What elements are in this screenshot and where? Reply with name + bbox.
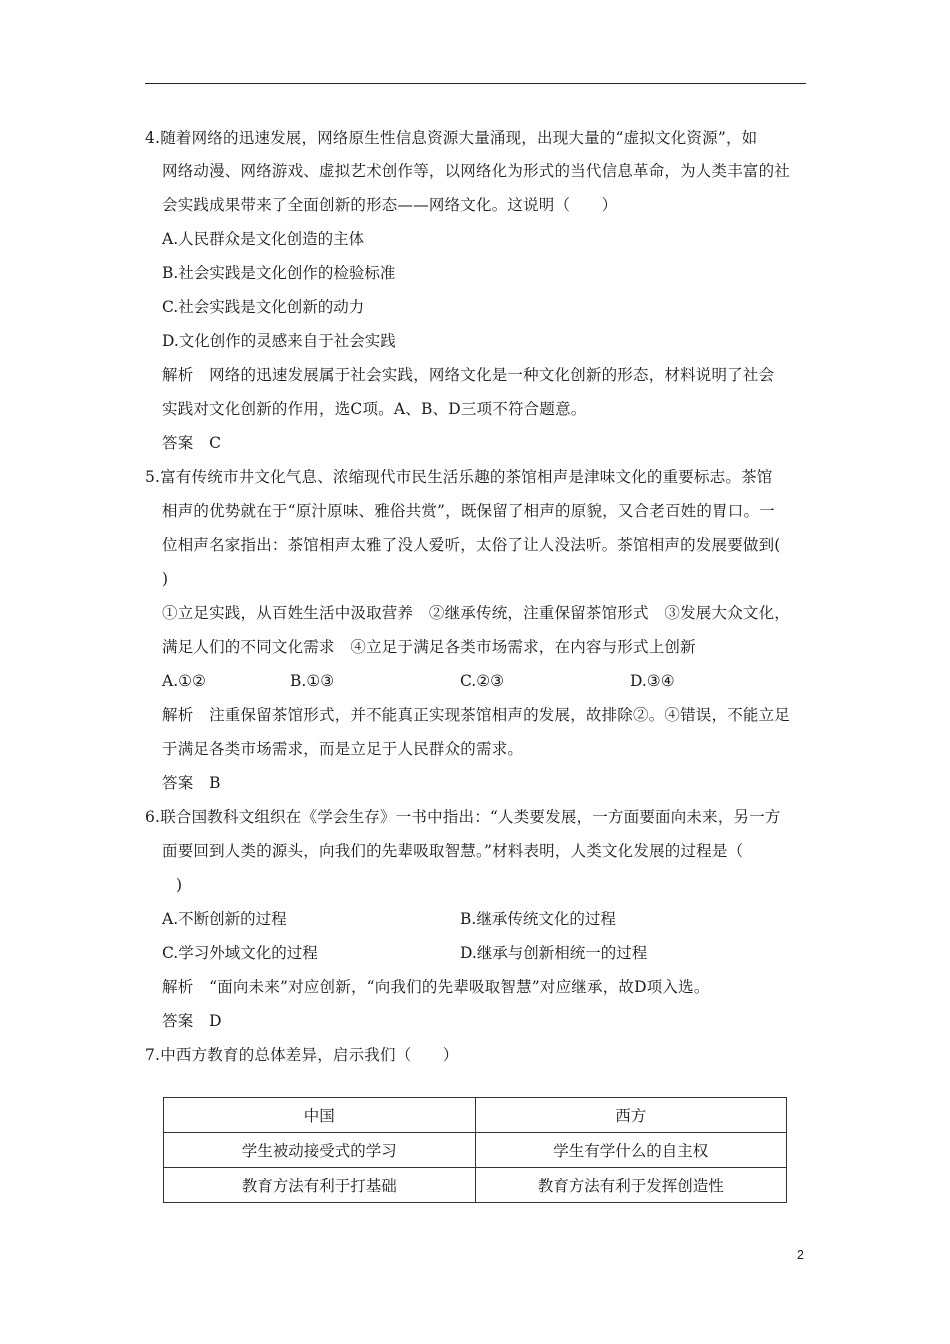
q4-option-d: D.文化创作的灵感来自于社会实践 xyxy=(162,332,396,350)
table-header-row xyxy=(164,1098,787,1133)
q6-option-a: A.不断创新的过程 xyxy=(162,910,287,928)
q4-option-c: C.社会实践是文化创新的动力 xyxy=(162,298,365,316)
table-cell: 学生被动接受式的学习 xyxy=(164,1133,476,1168)
q5-analysis-line-1: 解析 注重保留茶馆形式，并不能真正实现茶馆相声的发展，故排除②。④错误，不能立足 xyxy=(162,706,791,724)
q4-option-b: B.社会实践是文化创作的检验标准 xyxy=(162,264,396,282)
comparison-table xyxy=(163,1097,787,1203)
q4-analysis-line-2: 实践对文化创新的作用，选C项。A、B、D三项不符合题意。 xyxy=(162,400,587,418)
q6-answer: 答案 D xyxy=(162,1012,222,1030)
q6-option-c: C.学习外域文化的过程 xyxy=(162,944,318,962)
q4-stem-line-1: 4.随着网络的迅速发展，网络原生性信息资源大量涌现，出现大量的“虚拟文化资源”，如 xyxy=(145,129,758,147)
table-row xyxy=(164,1133,787,1168)
q5-answer: 答案 B xyxy=(162,774,221,792)
q6-analysis: 解析 “面向未来”对应创新，“向我们的先辈吸取智慧”对应继承，故D项入选。 xyxy=(162,978,710,996)
q5-items-line-2: 满足人们的不同文化需求 ④立足于满足各类市场需求，在内容与形式上创新 xyxy=(162,638,696,656)
page-number: 2 xyxy=(797,1248,804,1262)
q6-stem-line-3: ) xyxy=(176,876,183,894)
q5-stem-line-4: ) xyxy=(162,570,169,588)
q5-stem-line-2: 相声的优势就在于“原汁原味、雅俗共赏”，既保留了相声的原貌，又合老百姓的胃口。一 xyxy=(162,502,775,520)
q5-option-c: C.②③ xyxy=(460,672,505,690)
table-row xyxy=(164,1168,787,1203)
table-cell: 教育方法有利于打基础 xyxy=(164,1168,476,1203)
q5-stem-line-1: 5.富有传统市井文化气息、浓缩现代市民生活乐趣的茶馆相声是津味文化的重要标志。茶馆 xyxy=(145,468,773,486)
q4-option-a: A.人民群众是文化创造的主体 xyxy=(162,230,365,248)
q6-stem-line-1: 6.联合国教科文组织在《学会生存》一书中指出：“人类要发展，一方面要面向未来，另一方 xyxy=(145,808,781,826)
table-header-cell: 西方 xyxy=(475,1098,787,1133)
q4-answer: 答案 C xyxy=(162,434,222,452)
q5-option-d: D.③④ xyxy=(630,672,675,690)
q5-items-line-1: ①立足实践，从百姓生活中汲取营养 ②继承传统，注重保留茶馆形式 ③发展大众文化， xyxy=(162,604,791,622)
table-header-cell: 中国 xyxy=(164,1098,476,1133)
header-rule xyxy=(145,83,806,84)
q5-option-b: B.①③ xyxy=(290,672,335,690)
q6-option-d: D.继承与创新相统一的过程 xyxy=(460,944,648,962)
q5-stem-line-3: 位相声名家指出：茶馆相声太雅了没人爱听，太俗了让人没法听。茶馆相声的发展要做到( xyxy=(162,536,781,554)
q6-option-b: B.继承传统文化的过程 xyxy=(460,910,616,928)
table-cell: 教育方法有利于发挥创造性 xyxy=(475,1168,787,1203)
table-cell: 学生有学什么的自主权 xyxy=(475,1133,787,1168)
q5-option-a: A.①② xyxy=(162,672,206,690)
q4-analysis-line-1: 解析 网络的迅速发展属于社会实践，网络文化是一种文化创新的形态，材料说明了社会 xyxy=(162,366,775,384)
q6-stem-line-2: 面要回到人类的源头，向我们的先辈吸取智慧。”材料表明，人类文化发展的过程是（ xyxy=(162,842,744,860)
q5-analysis-line-2: 于满足各类市场需求，而是立足于人民群众的需求。 xyxy=(162,740,524,758)
q4-stem-line-3: 会实践成果带来了全面创新的形态——网络文化。这说明（ ） xyxy=(162,196,618,214)
q7-stem: 7.中西方教育的总体差异，启示我们（ ） xyxy=(145,1046,459,1064)
q4-stem-line-2: 网络动漫、网络游戏、虚拟艺术创作等，以网络化为形式的当代信息革命，为人类丰富的社 xyxy=(162,162,791,180)
